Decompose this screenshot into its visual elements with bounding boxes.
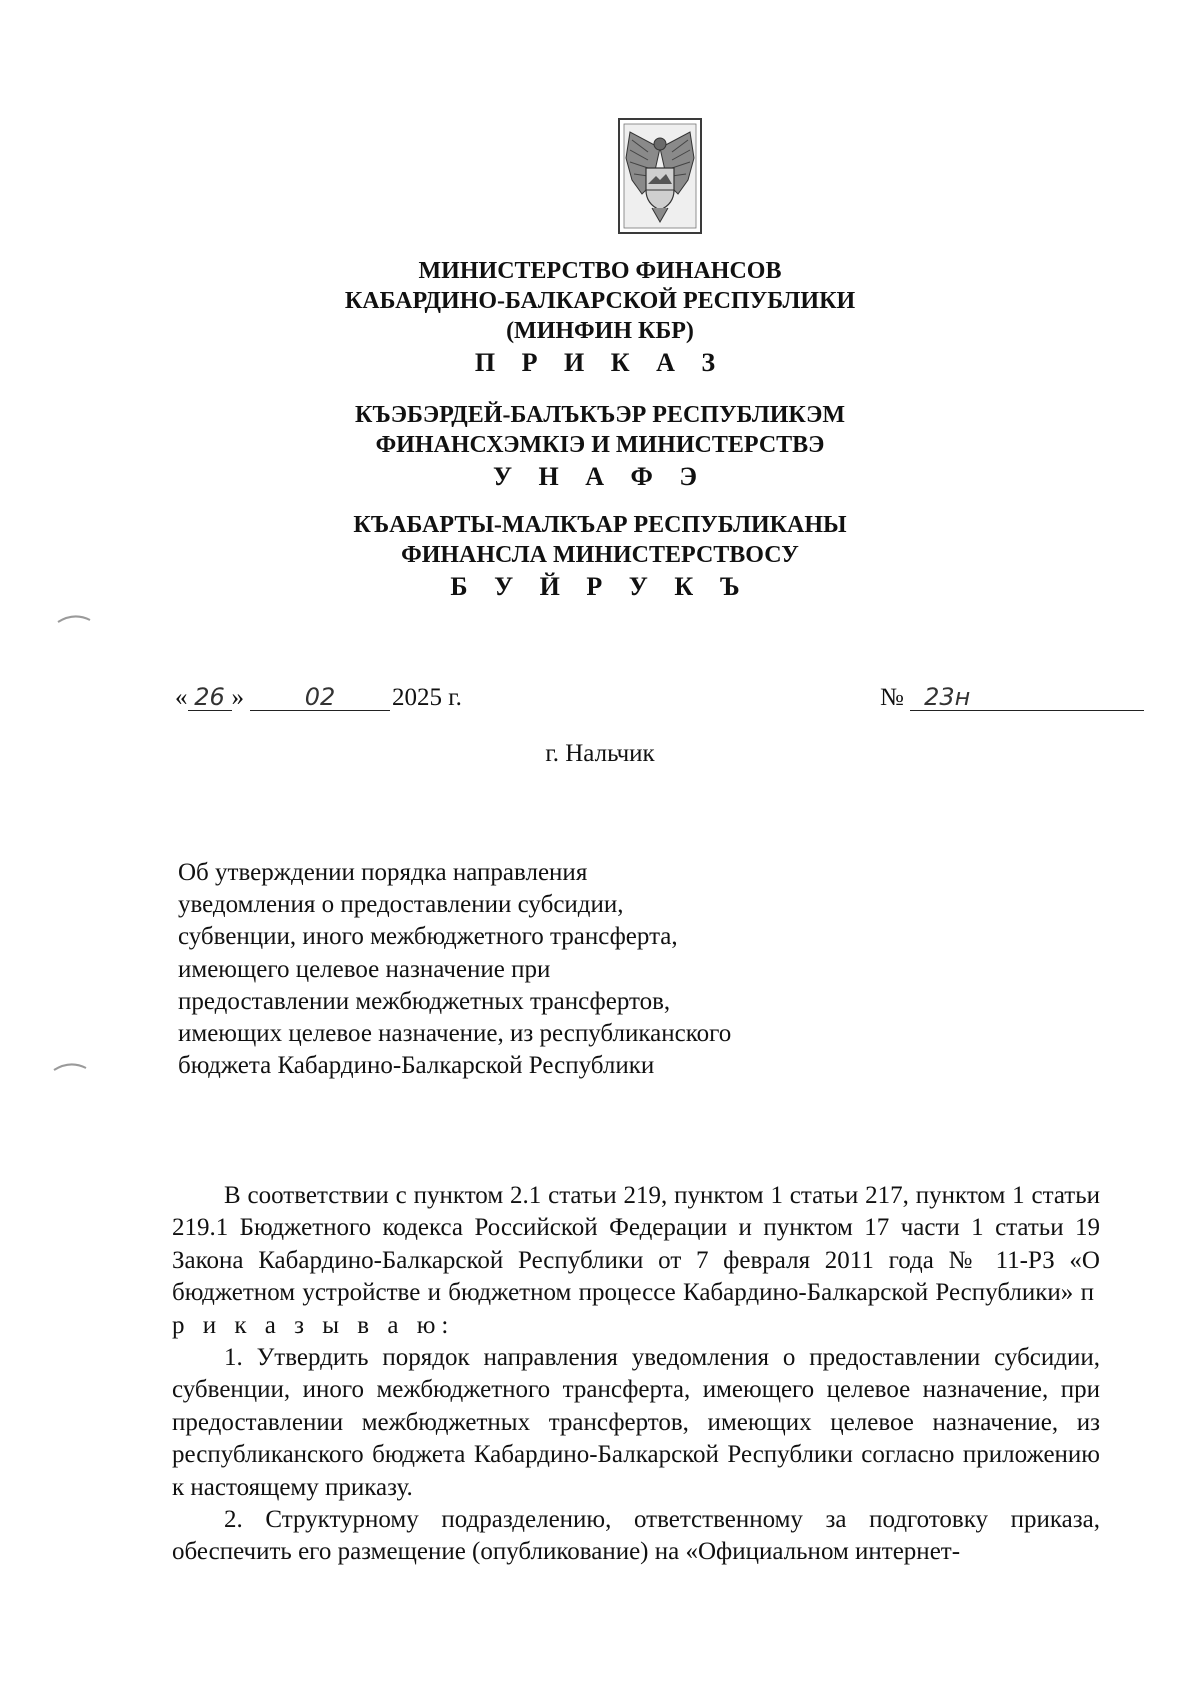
date-month: 02 (250, 684, 390, 711)
scan-mark-icon (52, 1060, 88, 1072)
order-word-russian: П Р И К А З (474, 348, 726, 377)
ministry-name-line1: МИНИСТЕРСТВО ФИНАНСОВ (418, 258, 782, 284)
title-line: имеющего целевое назначение при (178, 955, 551, 983)
title-line: бюджета Кабардино-Балкарской Республики (178, 1052, 655, 1080)
number-label: № (880, 684, 904, 711)
ministry-name-balkar-line2: ФИНАНСЛА МИНИСТЕРСТВОСУ (401, 542, 799, 568)
preamble-text: В соответствии с пунктом 2.1 статьи 219, пунктом 1 статьи 217, пунктом 1 статьи 219.1 Бюджетного кодекса Российской Федерации и пунктом 17 части 1 статьи 19 Закона Кабардино-Балкарской Республики от 7 февраля 2011 года № 11-РЗ «О бюджетном устройстве и бюджетном процессе Кабардино-Балкарской Республики» (172, 1182, 1100, 1307)
header-russian (300, 256, 900, 378)
order-keyword: п р и к а з ы в а ю: (172, 1279, 1101, 1339)
preamble-paragraph (172, 1180, 1100, 1342)
city-name: г. Нальчик (545, 740, 655, 767)
coat-of-arms-icon (618, 118, 702, 234)
order-number (880, 680, 1144, 716)
document-title (178, 857, 878, 1082)
quote-open: « (175, 684, 188, 711)
title-line: Об утверждении порядка направления (178, 859, 588, 886)
quote-close: » (231, 684, 244, 711)
date-year: 2025 г. (392, 684, 462, 711)
title-line: предоставлении межбюджетных трансфертов, (178, 987, 671, 1015)
ministry-name-kabardian-line2: ФИНАНСХЭМКIЭ И МИНИСТЕРСТВЭ (375, 432, 825, 458)
title-line: субвенции, иного межбюджетного трансферта, (178, 923, 678, 951)
order-word-kabardian: У Н А Ф Э (492, 462, 708, 491)
clause-1-paragraph: 1. Утвердить порядок направления уведомления о предоставлении субсидии, субвенции, иного межбюджетного трансферта, имеющего целевое назначение, при предоставлении межбюджетных трансфертов, имеющих целевое назначение, из республиканского бюджета Кабардино-Балкарской Республики согласно приложению к настоящему приказу. (172, 1344, 1100, 1501)
scan-mark-icon (56, 612, 92, 624)
order-word-balkar: Б У Й Р У К Ъ (450, 572, 750, 601)
date-day: 26 (188, 684, 232, 711)
order-number-value: 23н (910, 684, 1144, 711)
ministry-abbreviation: (МИНФИН КБР) (506, 318, 694, 344)
clause-2-paragraph: 2. Структурному подразделению, ответственному за подготовку приказа, обеспечить его размещение (опубликование) на «Официальном интернет- (172, 1506, 1100, 1566)
header-balkar (300, 510, 900, 602)
document-body (172, 1180, 1100, 1569)
ministry-name-balkar-line1: КЪАБАРТЫ-МАЛКЪАР РЕСПУБЛИКАНЫ (353, 512, 847, 538)
ministry-name-line2: КАБАРДИНО-БАЛКАРСКОЙ РЕСПУБЛИКИ (344, 288, 856, 314)
document-date (175, 680, 462, 716)
title-line: уведомления о предоставлении субсидии, (178, 891, 624, 919)
header-kabardian (300, 400, 900, 492)
ministry-name-kabardian-line1: КЪЭБЭРДЕЙ-БАЛЪКЪЭР РЕСПУБЛИКЭМ (354, 402, 846, 428)
title-line: имеющих целевое назначение, из республиканского (178, 1020, 732, 1048)
